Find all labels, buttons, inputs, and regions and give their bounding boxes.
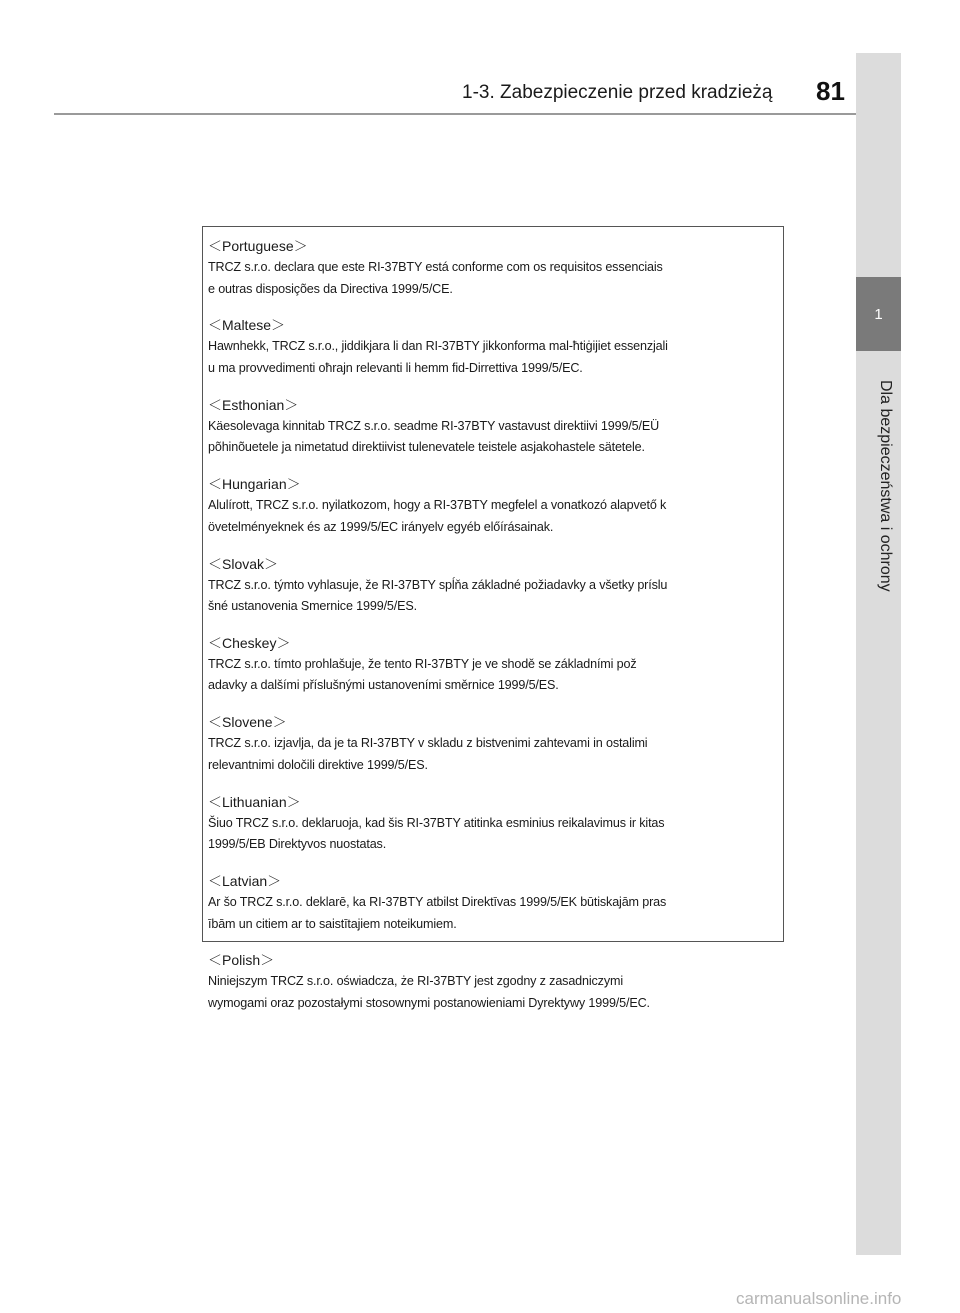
declaration-line: šné ustanovenia Smernice 1999/5/ES. [208, 599, 417, 614]
chapter-number: 1 [856, 277, 901, 351]
declaration-line: övetelményeknek és az 1999/5/EC irányelv egyéb előírásainak. [208, 519, 554, 534]
declaration-box [202, 226, 784, 1010]
declaration-title: ＜Lithuanian＞ [208, 793, 301, 810]
declaration-slovene [208, 711, 783, 776]
declaration-title: ＜Maltese＞ [208, 317, 286, 334]
declaration-maltese [208, 314, 783, 379]
declaration-hungarian [208, 473, 783, 538]
section-title: 1-3. Zabezpieczenie przed kradzieżą [462, 82, 773, 103]
declaration-title: ＜Portuguese＞ [208, 238, 308, 254]
declaration-line: TRCZ s.r.o. declara que este RI-37BTY está conforme com os requisitos essenciais [208, 260, 663, 274]
declaration-title: ＜Slovak＞ [208, 555, 279, 572]
declaration-slovak [208, 553, 783, 618]
side-chapter-tab [856, 53, 901, 1255]
footer-watermark: carmanualsonline.info [736, 1289, 902, 1308]
declaration-line: Niniejszym TRCZ s.r.o. oświadcza, że RI-37BTY jest zgodny z zasadniczymi [208, 974, 623, 989]
declaration-title: ＜Polish＞ [208, 952, 275, 969]
page-number: 81 [816, 76, 845, 106]
declaration-line: relevantnimi določili direktive 1999/5/ES. [208, 757, 428, 772]
declaration-polish [208, 949, 783, 1014]
declaration-title: ＜Esthonian＞ [208, 396, 299, 413]
declaration-title: ＜Slovene＞ [208, 714, 287, 731]
declaration-line: e outras disposições da Directiva 1999/5/CE. [208, 281, 453, 296]
declaration-title: ＜Cheskey＞ [208, 634, 291, 651]
declaration-line: TRCZ s.r.o. izjavlja, da je ta RI-37BTY v skladu z bistvenimi zahtevami in ostalimi [208, 736, 648, 751]
declaration-line: wymogami oraz pozostałymi stosownymi postanowieniami Dyrektywy 1999/5/EC. [208, 995, 650, 1010]
declaration-lithuanian [208, 791, 783, 856]
declaration-line: Hawnhekk, TRCZ s.r.o., jiddikjara li dan RI-37BTY jikkonforma mal-ħtiġijiet essenzjali [208, 339, 668, 354]
declaration-line: u ma provvedimenti oħrajn relevanti li hemm fid-Dirrettiva 1999/5/EC. [208, 360, 583, 375]
declaration-line: ībām un citiem ar to saistītajiem noteikumiem. [208, 916, 457, 931]
declaration-line: TRCZ s.r.o. tímto prohlašuje, že tento RI-37BTY je ve shodě se základními pož [208, 656, 637, 671]
declaration-line: 1999/5/EB Direktyvos nuostatas. [208, 837, 387, 852]
declaration-portuguese [208, 235, 783, 300]
declaration-line: Alulírott, TRCZ s.r.o. nyilatkozom, hogy a RI-37BTY megfelel a vonatkozó alapvető k [208, 498, 667, 513]
declaration-line: põhinõuetele ja nimetatud direktiivist tulenevatele teistele asjakohastele sätetele. [208, 440, 645, 455]
declaration-title: ＜Hungarian＞ [208, 476, 301, 493]
declaration-line: Šiuo TRCZ s.r.o. deklaruoja, kad šis RI-37BTY atitinka esminius reikalavimus ir kitas [208, 815, 665, 830]
declaration-line: Ar šo TRCZ s.r.o. deklarē, ka RI-37BTY atbilst Direktīvas 1999/5/EK būtiskajām pras [208, 895, 667, 909]
declaration-line: TRCZ s.r.o. týmto vyhlasuje, že RI-37BTY spĺňa základné požiadavky a všetky príslu [208, 577, 668, 592]
declaration-esthonian [208, 394, 783, 459]
header-divider [54, 113, 856, 115]
chapter-title: Dla bezpieczeństwa i ochrony [877, 380, 894, 592]
declaration-line: adavky a dalšími příslušnými ustanoveními směrnice 1999/5/ES. [208, 678, 559, 693]
declaration-latvian [208, 870, 783, 935]
declaration-cheskey [208, 632, 783, 697]
declaration-line: Käesolevaga kinnitab TRCZ s.r.o. seadme RI-37BTY vastavust direktiivi 1999/5/EÜ [208, 418, 660, 433]
declaration-title: ＜Latvian＞ [208, 873, 282, 889]
